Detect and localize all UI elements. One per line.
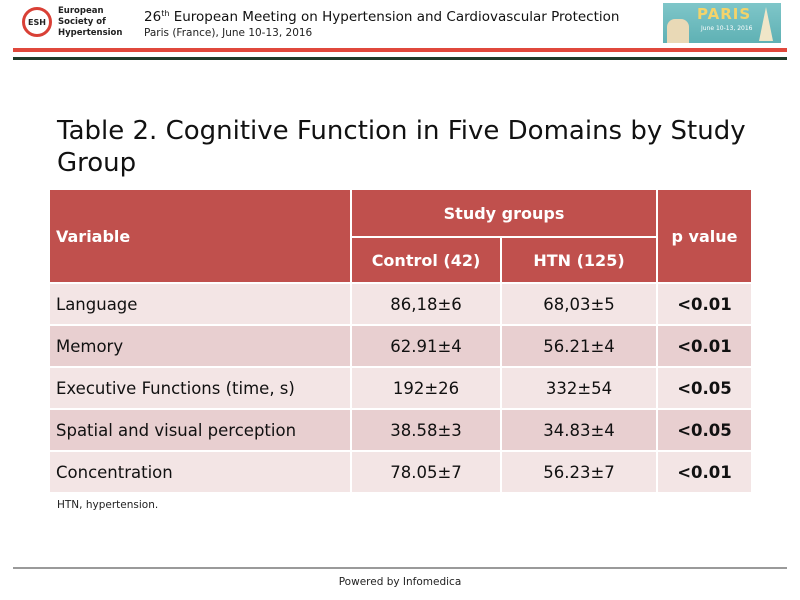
cell-control: 62.91±4: [351, 325, 501, 367]
logo-line: Society of: [58, 17, 106, 27]
cell-htn: 332±54: [501, 367, 657, 409]
table-row: [49, 367, 752, 409]
cell-control: 78.05±7: [351, 451, 501, 493]
cell-variable: Language: [49, 283, 351, 325]
cell-control: 192±26: [351, 367, 501, 409]
header-variable: Variable: [49, 189, 351, 283]
slide-title: Table 2. Cognitive Function in Five Domains by Study Group: [57, 116, 746, 178]
table-row: [49, 451, 752, 493]
header-control: Control (42): [351, 237, 501, 283]
cell-htn: 56.21±4: [501, 325, 657, 367]
conference-subtitle: Paris (France), June 10-13, 2016: [144, 27, 313, 39]
esh-logo-mark: [22, 7, 52, 37]
cell-variable: Memory: [49, 325, 351, 367]
cell-htn: 68,03±5: [501, 283, 657, 325]
logo-line: Hypertension: [58, 28, 123, 38]
esh-logo-text: [58, 6, 122, 39]
cell-p-value: <0.01: [657, 451, 752, 493]
conference-title: [144, 9, 619, 25]
header-divider-red: [13, 48, 787, 52]
footer-divider: [13, 567, 787, 569]
cell-p-value: <0.01: [657, 283, 752, 325]
badge-dates: June 10-13, 2016: [701, 25, 753, 32]
powered-by-text: Powered by Infomedica: [338, 576, 462, 588]
header-study-groups: Study groups: [351, 189, 657, 237]
eiffel-tower-icon: [759, 7, 773, 41]
header-p-value: p value: [657, 189, 752, 283]
building-illustration: [667, 19, 689, 43]
cell-htn: 56.23±7: [501, 451, 657, 493]
cell-p-value: <0.01: [657, 325, 752, 367]
table-row: [49, 283, 752, 325]
conference-title-text: European Meeting on Hypertension and Cardiovascular Protection: [169, 9, 620, 25]
cell-control: 86,18±6: [351, 283, 501, 325]
cell-htn: 34.83±4: [501, 409, 657, 451]
cell-variable: Executive Functions (time, s): [49, 367, 351, 409]
conference-ordinal: 26: [144, 9, 162, 25]
esh-logo: [22, 6, 142, 42]
badge-title: PARIS: [697, 5, 752, 23]
paris-badge-image: [663, 3, 781, 43]
esh-logo-mark-text: ESH: [28, 18, 46, 27]
cell-p-value: <0.05: [657, 409, 752, 451]
cell-variable: Concentration: [49, 451, 351, 493]
conference-ordinal-suffix: th: [161, 9, 170, 18]
header-htn: HTN (125): [501, 237, 657, 283]
cell-control: 38.58±3: [351, 409, 501, 451]
header-divider-green: [13, 57, 787, 60]
logo-line: European: [58, 6, 104, 16]
slide-header: [0, 0, 800, 46]
table-footnote: HTN, hypertension.: [57, 499, 159, 511]
cell-p-value: <0.05: [657, 367, 752, 409]
table-row: [49, 325, 752, 367]
cognitive-function-table: [48, 188, 753, 494]
cell-variable: Spatial and visual perception: [49, 409, 351, 451]
table-row: [49, 409, 752, 451]
